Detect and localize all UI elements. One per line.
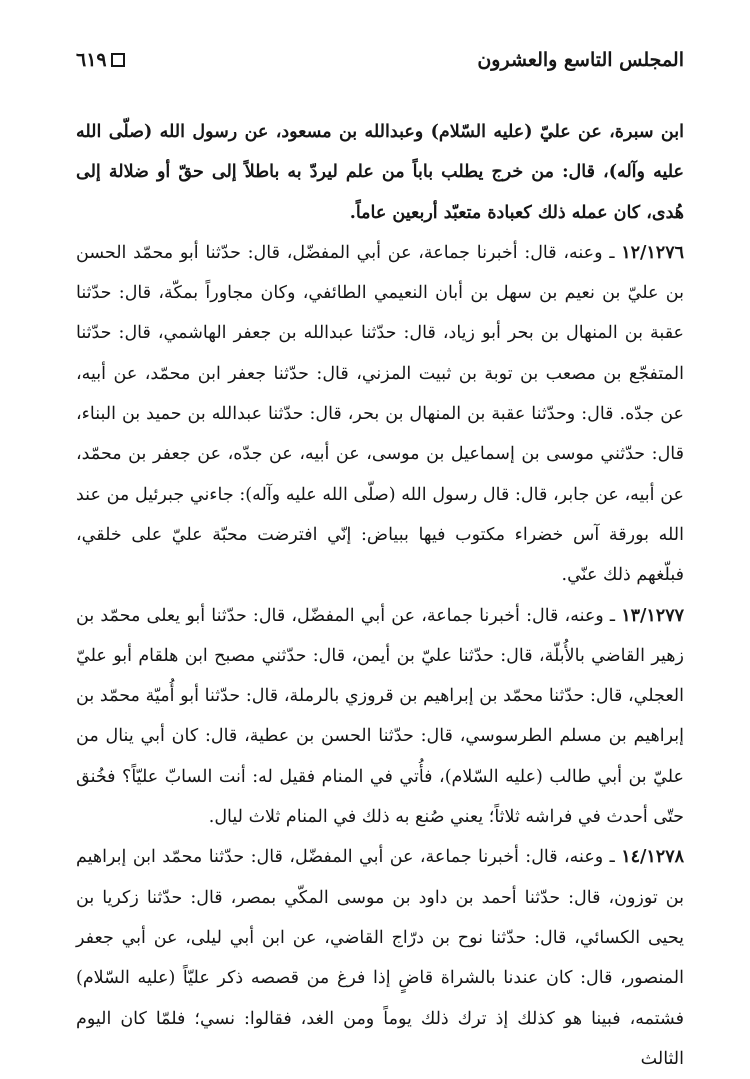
paragraph xyxy=(76,233,684,596)
page-header xyxy=(76,42,684,78)
page-body xyxy=(76,112,684,1079)
paragraph-text: ـ وعنه، قال: أخبرنا جماعة، عن أبي المفضّل، قال: حدّثنا أبو يعلى محمّد بن زهير القاضي بالأُبلّة، قال: حدّثنا عليّ بن أيمن، قال: حدّثني مصبح ابن هلقام أبو عليّ العجلي، قال: حدّثنا محمّد بن إبراهيم بن قروزي بالرملة، قال: حدّثنا أبو أُميّة محمّد بن إبراهيم بن مسلم الطرسوسي، قال: حدّثنا الحسن بن عطية، قال: كان أبي ينال من عليّ بن أبي طالب (عليه السّلام)، فأُتي في المنام فقيل له: أنت السابّ عليّاً؟ فخُنق حتّى أحدث في فراشه ثلاثاً؛ يعني صُنع به ذلك في المنام ثلاث ليال. xyxy=(76,605,684,828)
hadith-number: ١٣/١٢٧٧ xyxy=(621,605,684,626)
page-number xyxy=(76,49,125,71)
paragraph xyxy=(76,596,684,838)
page-number-text: ٦١٩ xyxy=(76,49,107,71)
paragraph-text: ـ وعنه، قال: أخبرنا جماعة، عن أبي المفضّل، قال: حدّثنا أبو محمّد الحسن بن عليّ بن نعيم بن سهل بن أبان النعيمي الطائفي، وكان مجاوراً بمكّة، قال: حدّثنا عقبة بن المنهال بن بحر أبو زياد، قال: حدّثنا عبدالله بن جعفر الهاشمي، قال: حدّثنا المتفجّع بن مصعب بن توبة بن ثبيت المزني، قال: حدّثنا جعفر ابن محمّد، عن أبيه، عن جدّه. قال: وحدّثنا عقبة بن المنهال بن بحر، قال: حدّثنا عبدالله بن حميد بن البناء، قال: حدّثني موسى بن إسماعيل بن موسى، عن أبيه، عن جدّه، عن جعفر بن محمّد، عن أبيه، عن جابر، قال: قال رسول الله (صلّى الله عليه وآله): جاءني جبرئيل من عند الله بورقة آس خضراء مكتوب فيها ببياض: إنّي افترضت محبّة عليّ على خلقي، فبلّغهم ذلك عنّي. xyxy=(76,242,684,586)
chapter-title: المجلس التاسع والعشرون xyxy=(477,49,684,71)
paragraph-text: ابن سبرة، عن عليّ (عليه السّلام) وعبدالله بن مسعود، عن رسول الله (صلّى الله عليه وآله)، قال: من خرج يطلب باباً من علم ليردّ به باطلاً إلى حقّ أو ضلالة إلى هُدى، كان عمله ذلك كعبادة متعبّد أربعين عاماً. xyxy=(76,122,684,223)
hadith-number: ١٤/١٢٧٨ xyxy=(621,847,684,868)
paragraph xyxy=(76,112,684,233)
paragraph xyxy=(76,837,684,1079)
hadith-number: ١٢/١٢٧٦ xyxy=(621,242,684,263)
square-ornament-icon xyxy=(111,53,125,67)
paragraph-text: ـ وعنه، قال: أخبرنا جماعة، عن أبي المفضّل، قال: حدّثنا محمّد ابن إبراهيم بن توزون، قال: حدّثنا أحمد بن داود بن موسى المكّي بمصر، قال: حدّثنا زكريا بن يحيى الكسائي، قال: حدّثنا نوح بن درّاج القاضي، عن ابن أبي ليلى، عن أبي جعفر المنصور، قال: كان عندنا بالشراة قاضٍ إذا فرغ من قصصه ذكر عليّاً (عليه السّلام) فشتمه، فبينا هو كذلك إذ ترك ذلك يوماً ومن الغد، فقالوا: نسي؛ فلمّا كان اليوم الثالث xyxy=(76,847,684,1069)
